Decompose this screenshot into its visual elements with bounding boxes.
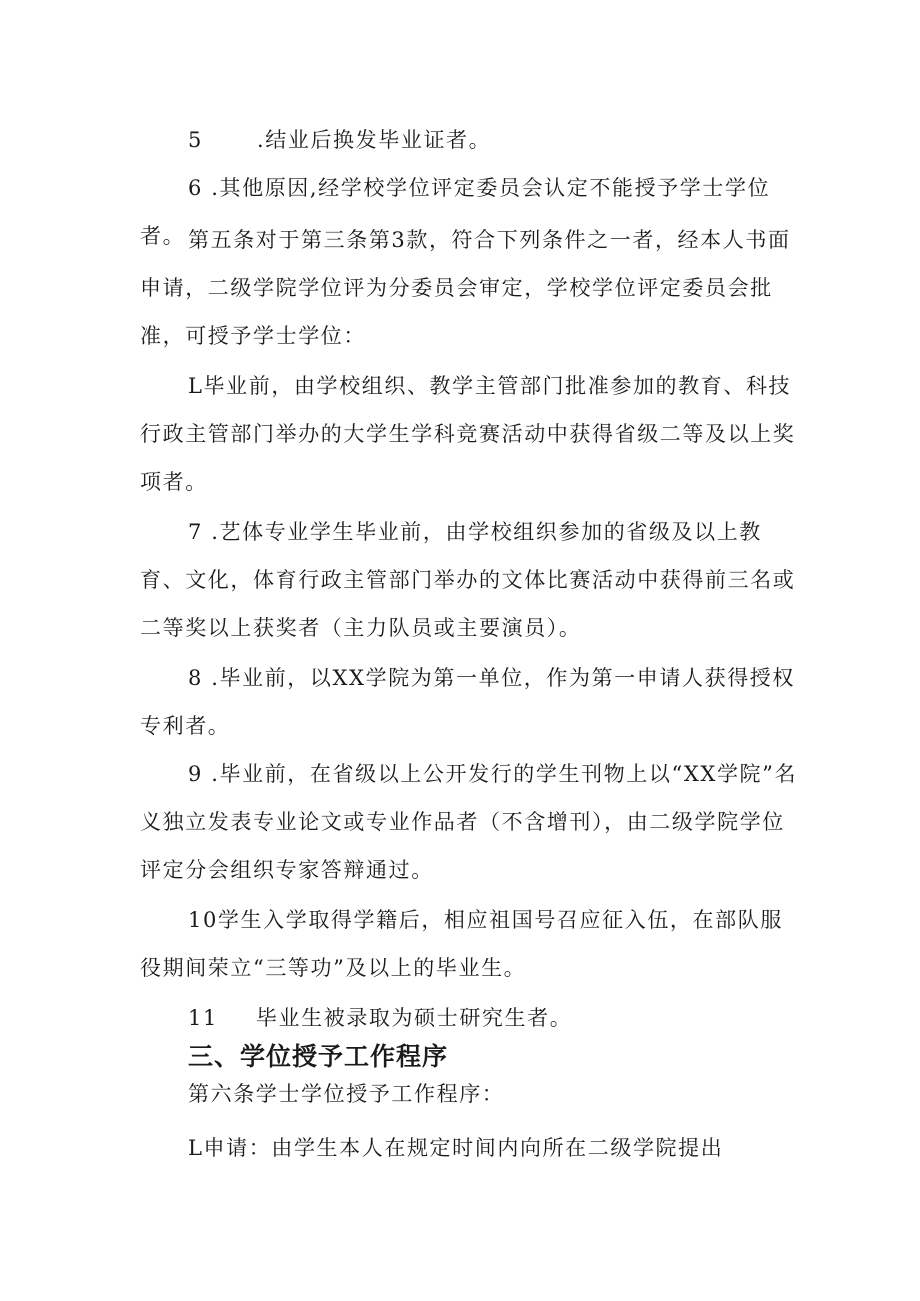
condition-11-text: 毕业生被录取为硕士研究生者。 xyxy=(255,1006,573,1030)
article-5: 第五条对于第三条第3款，符合下列条件之一者，经本人书面申请，二级学院学位评为分委员会审定，学校学位评定委员会批准，可授予学士学位： xyxy=(140,228,791,348)
step-1: L申请：由学生本人在规定时间内向所在二级学院提出 xyxy=(188,1136,724,1160)
condition-7: 7 .艺体专业学生毕业前，由学校组织参加的省级及以上教育、文化，体育行政主管部门举办的文体比赛活动中获得前三名或二等奖以上获奖者（主力队员或主要演员）。 xyxy=(140,520,796,640)
condition-1: L毕业前，由学校组织、教学主管部门批准参加的教育、科技行政主管部门举办的大学生学科竞赛活动中获得省级二等及以上奖项者。 xyxy=(140,374,796,494)
article-6: 第六条学士学位授予工作程序： xyxy=(188,1082,505,1106)
section-heading: 三、学位授予工作程序 xyxy=(188,1042,449,1071)
condition-9: 9 .毕业前，在省级以上公开发行的学生刊物上以“XX学院”名义独立发表专业论文或专业作品者（不含增刊），由二级学院学位评定分会组织专家答辩通过。 xyxy=(140,762,798,882)
item-5 xyxy=(140,116,800,164)
condition-11 xyxy=(140,994,800,1042)
condition-11-number: 11 xyxy=(188,1006,218,1030)
item-6: 6 .其他原因,经学校学位评定委员会认定不能授予学士学位者。 xyxy=(140,176,771,248)
item-5-number: 5 xyxy=(188,128,203,152)
condition-8: 8 .毕业前，以XX学院为第一单位，作为第一申请人获得授权专利者。 xyxy=(140,666,796,738)
condition-10: 10学生入学取得学籍后，相应祖国号召应征入伍，在部队服役期间荣立“三等功”及以上的毕业生。 xyxy=(140,908,783,980)
item-5-text: .结业后换发毕业证者。 xyxy=(256,128,492,152)
